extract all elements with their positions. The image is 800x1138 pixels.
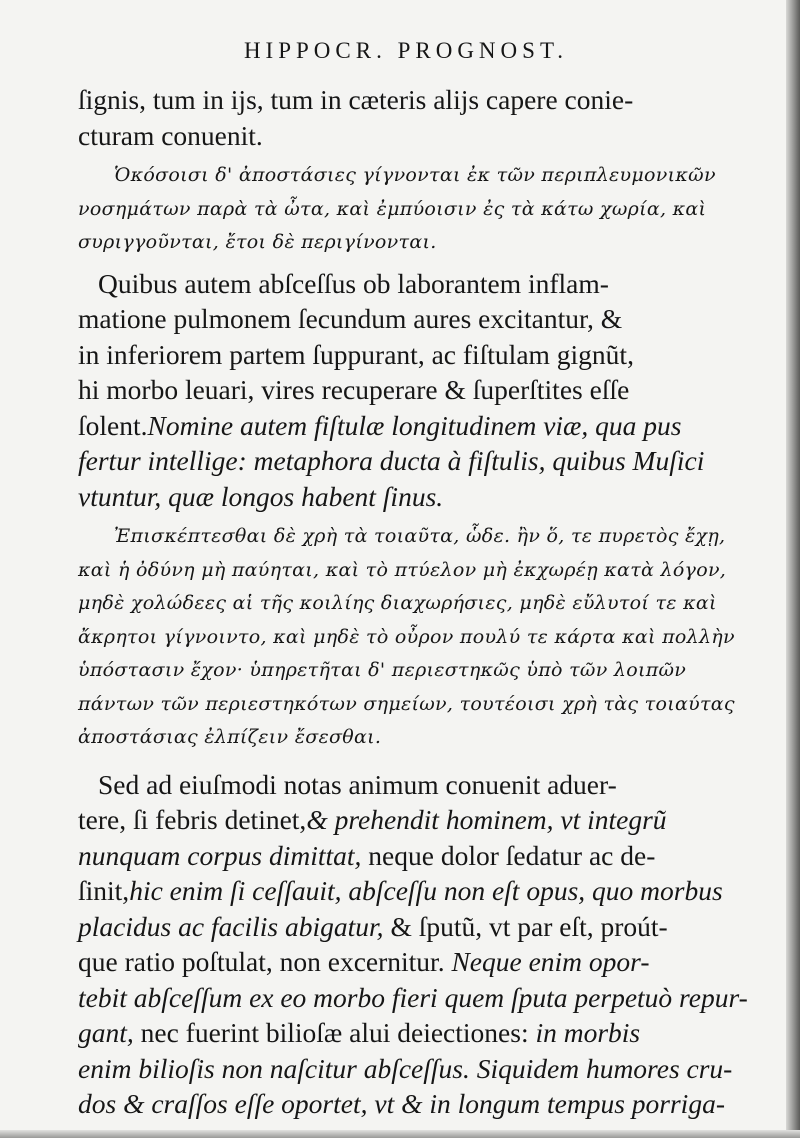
text-line: Sed ad eiuſmodi notas animum conuenit aduer- (98, 768, 617, 800)
greek-line: ὑπόστασιν ἔχον· ὑπηρετῆται δ' περιεστηκῶς ὑπὸ τῶν λοιπῶν (78, 659, 687, 681)
page-text (78, 30, 748, 1122)
greek-line: πάντων τῶν περιεστηκότων σημείων, τουτέοισι χρὴ τὰς τοιαύτας (78, 692, 735, 715)
greek-line: καὶ ἡ ὀδύνη μὴ παύηται, καὶ τὸ πτύελον μὴ ἐκχωρέῃ κατὰ λόγον, (78, 558, 727, 581)
text-line: dos & craſſos eſſe oportet, vt & in longum tempus porriga- (78, 1088, 725, 1119)
text-line (78, 909, 714, 945)
text-line: fertur intellige: metaphora ducta à fiſtulis, quibus Muſici (78, 445, 705, 476)
text-line (78, 838, 714, 874)
text-line: in inferiorem partem ſuppurant, ac fiſtulam gignũt, (78, 338, 634, 370)
text-line: Quibus autem abſceſſus ob laborantem inflam- (98, 267, 609, 299)
text-line: ſignis, tum in ijs, tum in cæteris alijs capere conie- (78, 84, 634, 115)
text-roman: que ratio poſtulat, non excernitur. (78, 946, 445, 977)
running-head: HIPPOCR. PROGNOST. (243, 38, 569, 63)
text-line: cturam conuenit. (78, 119, 263, 151)
text-line: matione pulmonem ſecundum aures excitantur, & (78, 303, 623, 334)
text-line: tebit abſceſſum ex eo morbo fieri quem ſputa perpetuò repur- (78, 981, 748, 1013)
greek-line: ἄκρητοι γίγνοιντο, καὶ μηδὲ τὸ οὖρον πουλύ τε κάρτα καὶ πολλὴν (78, 625, 735, 648)
text-line: vtuntur, quæ longos habent ſinus. (78, 480, 444, 512)
text-italic: in morbis (535, 1017, 641, 1048)
text-line (78, 1015, 714, 1051)
text-italic: hic enim ſi ceſſauit, abſceſſu non eſt opus, quo morbus (129, 875, 723, 906)
text-italic: gant, (78, 1017, 134, 1048)
text-italic: & prehendit hominem, vt integrũ (306, 804, 667, 835)
text-roman: ſolent. (78, 409, 148, 441)
text-line: enim bilioſis non naſcitur abſceſſus. Siquidem humores cru- (78, 1052, 733, 1084)
greek-line: νοσημάτων παρὰ τὰ ὦτα, καὶ ἐμπύοισιν ἐς τὰ κάτω χωρία, καὶ (78, 197, 707, 220)
text-roman: nec fuerint bilioſæ alui deiectiones: (140, 1017, 529, 1048)
text-line: hi morbo leuari, vires recuperare & ſuperſtites eſſe (78, 374, 630, 405)
text-italic: nunquam corpus dimittat, (78, 839, 362, 871)
greek-line: Ὁκόσοισι δ' ἀποστάσιες γίγνονται ἐκ τῶν περιπλευμονικῶν (114, 164, 716, 186)
greek-line: Ἐπισκέπτεσθαι δὲ χρὴ τὰ τοιαῦτα, ὧδε. ἢν ὅ, τε πυρετὸς ἔχῃ, (114, 525, 726, 547)
text-roman: tere, ſi febris detinet, (78, 804, 307, 835)
text-line (78, 802, 714, 838)
text-roman: ſinit, (78, 875, 130, 906)
page-bottom-edge (0, 1130, 800, 1138)
text-roman: & ſputũ, vt par eſt, proút- (390, 910, 668, 942)
greek-line: συριγγοῦνται, ἔτοι δὲ περιγίνονται. (78, 231, 437, 253)
page-edge-shadow (786, 0, 800, 1138)
text-line (78, 944, 714, 980)
text-roman: neque dolor ſedatur ac de- (368, 839, 656, 871)
greek-line: μηδὲ χολώδεες αἱ τῆς κοιλίης διαχωρήσιες, μηδὲ εὔλυτοί τε καὶ (78, 592, 717, 614)
text-italic: Neque enim opor- (451, 946, 650, 977)
text-italic: placidus ac facilis abigatur, (78, 910, 384, 942)
text-line (78, 873, 723, 909)
greek-line: ἀποστάσιας ἐλπίζειν ἔσεσθαι. (78, 726, 382, 748)
text-italic: Nomine autem fiſtulæ longitudinem viæ, qua pus (147, 409, 682, 441)
text-line (78, 408, 714, 444)
